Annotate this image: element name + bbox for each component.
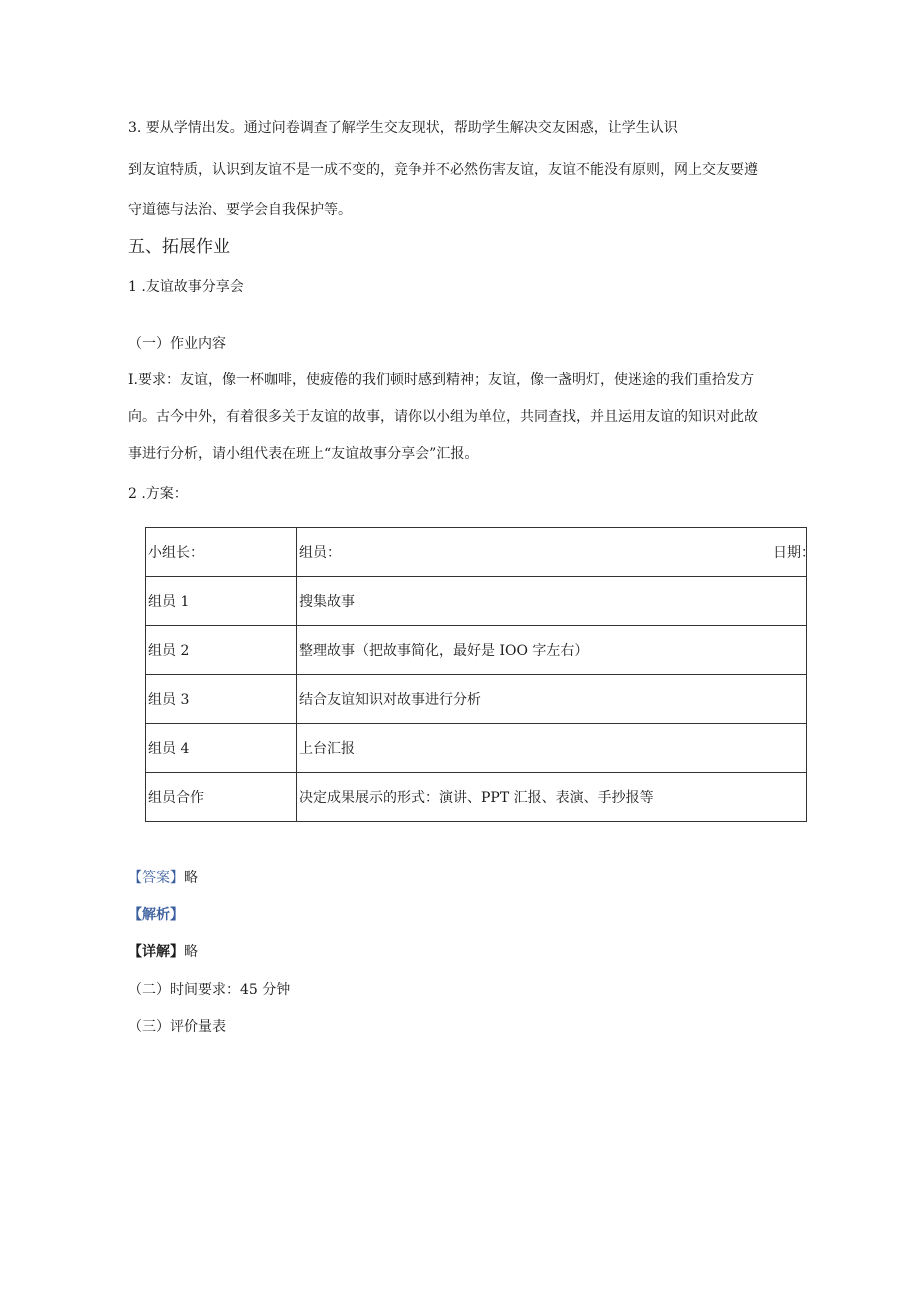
table-row — [146, 577, 807, 626]
analysis-line — [128, 905, 184, 925]
task-cell: 搜集故事 — [297, 577, 807, 626]
part-3-label: （三）评价量表 — [128, 1019, 226, 1035]
task-cell: 整理故事（把故事简化，最好是 IOO 字左右） — [297, 626, 807, 675]
detail-text: 略 — [184, 944, 198, 960]
answer-tag: 【答案】 — [128, 870, 184, 886]
role-cell: 组员合作 — [146, 773, 297, 822]
item3-line-2: 到友谊特质，认识到友谊不是一成不变的，竞争并不必然伤害友谊，友谊不能没有原则，网上交友要遵 — [128, 162, 758, 178]
table-row — [146, 626, 807, 675]
item3-line-3: 守道德与法治、要学会自我保护等。 — [128, 202, 352, 218]
role-cell: 组员 3 — [146, 675, 297, 724]
leader-cell: 小组长： — [146, 528, 297, 577]
requirement-line-1: I.要求：友谊，像一杯咖啡，使疲倦的我们顿时感到精神；友谊，像一盏明灯，使迷途的我们重拾发方 — [128, 372, 754, 388]
subsection-1-title: 1 .友谊故事分享会 — [128, 279, 244, 295]
role-cell: 组员 2 — [146, 626, 297, 675]
table-row — [146, 773, 807, 822]
answer-text: 略 — [184, 870, 198, 886]
item3-line-1: 3. 要从学情出发。通过问卷调查了解学生交友现状，帮助学生解决交友困惑，让学生认识 — [128, 120, 678, 136]
table-row — [146, 675, 807, 724]
task-cell: 决定成果展示的形式：演讲、PPT 汇报、表演、手抄报等 — [297, 773, 807, 822]
members-label: 组员： — [299, 545, 341, 561]
table-row — [146, 724, 807, 773]
answer-line — [128, 868, 198, 888]
detail-line — [128, 942, 198, 962]
section-heading: 五、拓展作业 — [128, 237, 230, 257]
table-header-row — [146, 528, 807, 577]
task-cell: 结合友谊知识对故事进行分析 — [297, 675, 807, 724]
detail-tag: 【详解】 — [128, 944, 184, 960]
analysis-tag: 【解析】 — [128, 907, 184, 923]
requirement-line-2: 向。古今中外，有着很多关于友谊的故事，请你以小组为单位，共同查找，并且运用友谊的知识对此故 — [128, 409, 758, 425]
role-cell: 组员 1 — [146, 577, 297, 626]
part-2-label: （二）时间要求：45 分钟 — [128, 982, 291, 998]
date-label: 日期： — [773, 545, 815, 561]
plan-table — [145, 527, 815, 822]
requirement-line-3: 事进行分析，请小组代表在班上“友谊故事分享会”汇报。 — [128, 446, 479, 462]
part-1-label: （一）作业内容 — [128, 336, 226, 352]
task-cell: 上台汇报 — [297, 724, 807, 773]
subsection-2-title: 2 .方案： — [128, 486, 188, 502]
members-cell — [297, 528, 815, 577]
role-cell: 组员 4 — [146, 724, 297, 773]
